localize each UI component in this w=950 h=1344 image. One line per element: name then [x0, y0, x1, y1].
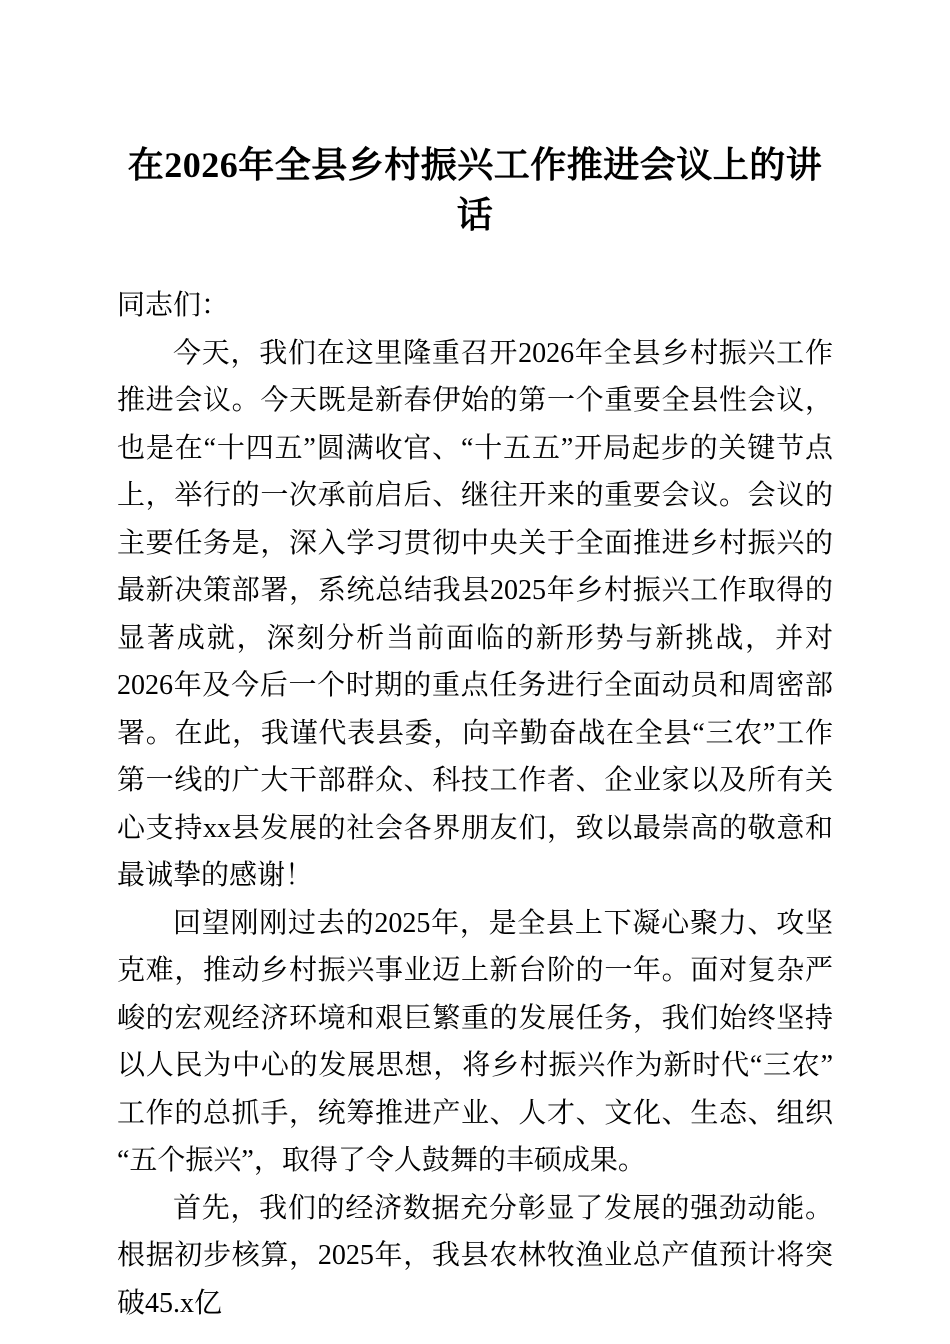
- document-body: [117, 282, 833, 1327]
- body-paragraph: 首先，我们的经济数据充分彰显了发展的强劲动能。根据初步核算，2025年，我县农林牧渔业总产值预计将突破45.x亿: [117, 1192, 833, 1319]
- document-title: 在2026年全县乡村振兴工作推进会议上的讲话: [127, 145, 823, 235]
- body-paragraph: 回望刚刚过去的2025年，是全县上下凝心聚力、攻坚克难，推动乡村振兴事业迈上新台阶的一年。面对复杂严峻的宏观经济环境和艰巨繁重的发展任务，我们始终坚持以人民为中心的发展思想，将乡村振兴作为新时代“三农”工作的总抓手，统筹推进产业、人才、文化、生态、组织“五个振兴”，取得了令人鼓舞的丰硕成果。: [117, 907, 833, 1176]
- body-paragraph: 今天，我们在这里隆重召开2026年全县乡村振兴工作推进会议。今天既是新春伊始的第一个重要全县性会议，也是在“十四五”圆满收官、“十五五”开局起步的关键节点上，举行的一次承前启后、继往开来的重要会议。会议的主要任务是，深入学习贯彻中央关于全面推进乡村振兴的最新决策部署，系统总结我县2025年乡村振兴工作取得的显著成就，深刻分析当前面临的新形势与新挑战，并对2026年及今后一个时期的重点任务进行全面动员和周密部署。在此，我谨代表县委，向辛勤奋战在全县“三农”工作第一线的广大干部群众、科技工作者、企业家以及所有关心支持xx县发展的社会各界朋友们，致以最崇高的敬意和最诚挚的感谢！: [117, 337, 833, 891]
- body-paragraph: 同志们：: [117, 290, 230, 321]
